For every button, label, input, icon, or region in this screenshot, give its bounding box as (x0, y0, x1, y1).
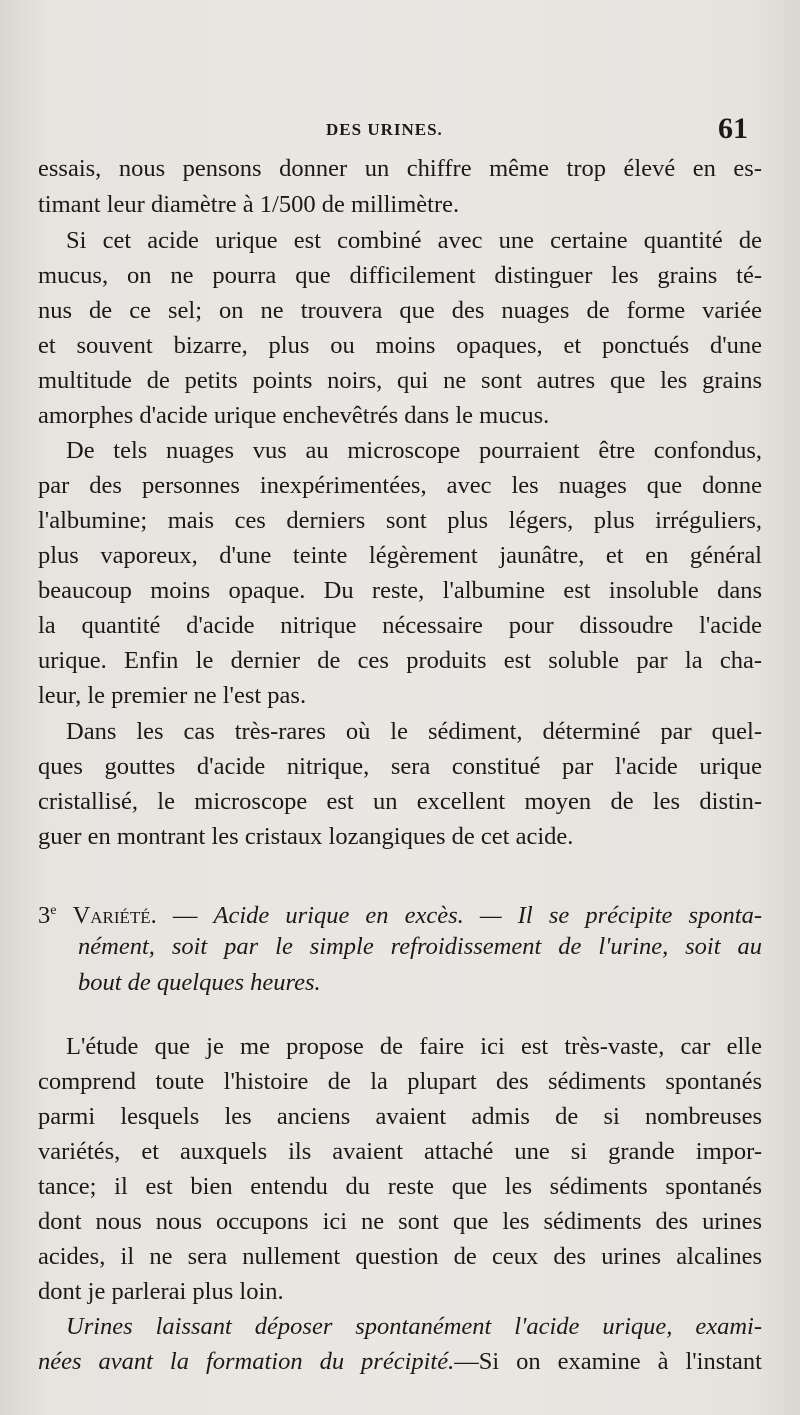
text-line: guer en montrant les cristaux lozangiques de cet acide. (38, 823, 574, 850)
text-line: ques gouttes d'acide nitrique, sera constitué par l'acide urique (38, 753, 762, 780)
page-header (0, 112, 800, 152)
text-line: plus vaporeux, d'une teinte légèrement jaunâtre, et en général (38, 542, 762, 569)
heading-continuation: nément, soit par le simple refroidissement de l'urine, soit au (78, 933, 762, 960)
text-line: comprend toute l'histoire de la plupart des sédiments spontanés (38, 1068, 762, 1095)
heading-dash: — (156, 902, 214, 930)
text-line: beaucoup moins opaque. Du reste, l'albumine est insoluble dans (38, 577, 762, 604)
text-line: dont nous nous occupons ici ne sont que les sédiments des urines (38, 1208, 762, 1235)
ordinal-suffix: e (50, 903, 57, 918)
text-line: par des personnes inexpérimentées, avec les nuages que donne (38, 472, 762, 499)
text-line: variétés, et auxquels ils avaient attaché une si grande impor- (38, 1138, 762, 1165)
text-line: Dans les cas très-rares où le sédiment, déterminé par quel- (66, 718, 762, 745)
text-line (38, 1347, 762, 1377)
text-line: cristallisé, le microscope est un excellent moyen de les distin- (38, 788, 762, 815)
section-heading (38, 896, 762, 931)
text-line: dont je parlerai plus loin. (38, 1278, 284, 1305)
heading-title: Acide urique en excès. — Il se précipite sponta- (213, 902, 762, 930)
text-line: De tels nuages vus au microscope pourraient être confondus, (66, 437, 762, 464)
text-line: urique. Enfin le dernier de ces produits est soluble par la cha- (38, 647, 762, 674)
text-line: parmi lesquels les anciens avaient admis de si nombreuses (38, 1103, 762, 1130)
italic-run: nées avant la formation du précipité. (38, 1348, 455, 1375)
text-line: nus de ce sel; on ne trouvera que des nuages de forme variée (38, 297, 762, 324)
text-line: amorphes d'acide urique enchevêtrés dans le mucus. (38, 402, 550, 429)
text-line: l'albumine; mais ces derniers sont plus légers, plus irréguliers, (38, 507, 762, 534)
text-line: Si cet acide urique est combiné avec une certaine quantité de (66, 227, 762, 254)
text-line: Urines laissant déposer spontanément l'acide urique, exami- (66, 1313, 762, 1340)
text-line: et souvent bizarre, plus ou moins opaques, et ponctués d'une (38, 332, 762, 359)
roman-run: —Si on examine à l'instant (454, 1348, 762, 1375)
text-line: tance; il est bien entendu du reste que les sédiments spontanés (38, 1173, 762, 1200)
running-title: DES URINES. (326, 120, 443, 139)
text-line: L'étude que je me propose de faire ici est très-vaste, car elle (66, 1033, 762, 1060)
variety-label: Variété. (72, 902, 157, 930)
text-line: acides, il ne sera nullement question de ceux des urines alcalines (38, 1243, 762, 1270)
text-line: essais, nous pensons donner un chiffre même trop élevé en es- (38, 155, 762, 182)
variety-number: 3 (38, 902, 51, 930)
heading-continuation: bout de quelques heures. (78, 969, 321, 996)
page-number: 61 (718, 112, 748, 145)
text-line: mucus, on ne pourra que difficilement distinguer les grains té- (38, 262, 762, 289)
text-line: timant leur diamètre à 1/500 de millimètre. (38, 191, 460, 218)
text-line: la quantité d'acide nitrique nécessaire pour dissoudre l'acide (38, 612, 762, 639)
text-line: multitude de petits points noirs, qui ne sont autres que les grains (38, 367, 762, 394)
text-line: leur, le premier ne l'est pas. (38, 682, 307, 709)
